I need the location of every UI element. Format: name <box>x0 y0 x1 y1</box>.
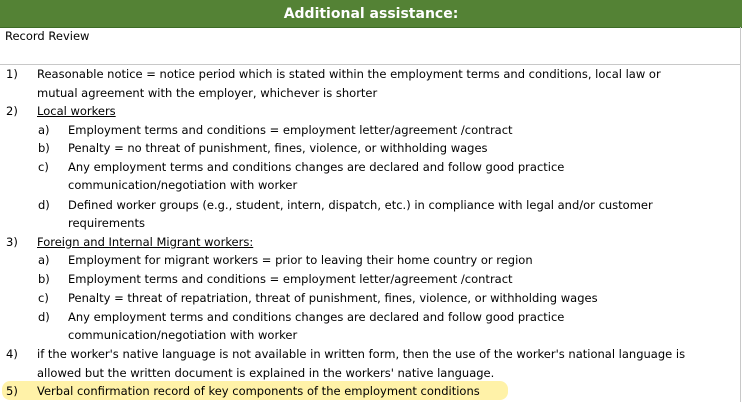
item-number: 3) <box>6 235 18 249</box>
item-heading: Local workers <box>37 104 116 118</box>
sub-item-text: Employment terms and conditions = employment letter/agreement /contract <box>68 123 513 137</box>
item-text: Reasonable notice = notice period which is stated within the employment terms and conditions, local law or <box>37 67 661 81</box>
header-title: Additional assistance: <box>283 5 459 22</box>
item-number: 5) <box>6 384 18 398</box>
record-review-label: Record Review <box>5 29 90 43</box>
item-text: mutual agreement with the employer, whichever is shorter <box>37 86 378 100</box>
item-number: 2) <box>6 104 18 118</box>
item-text: allowed but the written document is explained in the workers' native language. <box>37 366 495 380</box>
item-number: 1) <box>6 67 18 81</box>
item-number: 4) <box>6 347 18 361</box>
sub-item-text: Penalty = no threat of punishment, fines, violence, or withholding wages <box>68 141 488 155</box>
sub-item-text: Any employment terms and conditions changes are declared and follow good practice <box>68 160 565 174</box>
sub-item-text: Penalty = threat of repatriation, threat of punishment, fines, violence, or withholding wages <box>68 291 598 305</box>
sub-item-key: b) <box>38 272 50 286</box>
sub-item-key: a) <box>38 123 50 137</box>
cell-border <box>740 64 741 402</box>
sub-item-text: communication/negotiation with worker <box>68 328 298 342</box>
header-bar[interactable] <box>0 0 742 28</box>
sub-item-text: Any employment terms and conditions changes are declared and follow good practice <box>68 310 565 324</box>
sub-item-key: c) <box>38 291 49 305</box>
sub-item-text: requirements <box>68 216 145 230</box>
sub-item-text: Employment for migrant workers = prior to leaving their home country or region <box>68 253 533 267</box>
item-heading: Foreign and Internal Migrant workers: <box>37 235 254 249</box>
item-text: if the worker's native language is not available in written form, then the use of the worker's national language is <box>37 347 686 361</box>
sub-item-text: Employment terms and conditions = employment letter/agreement /contract <box>68 272 513 286</box>
sub-item-key: d) <box>38 198 50 212</box>
sub-item-key: c) <box>38 160 49 174</box>
item-text: Verbal confirmation record of key components of the employment conditions <box>37 384 480 398</box>
sub-item-text: Defined worker groups (e.g., student, intern, dispatch, etc.) in compliance with legal and/or customer <box>68 198 653 212</box>
sub-item-text: communication/negotiation with worker <box>68 178 298 192</box>
sub-item-key: b) <box>38 141 50 155</box>
sub-item-key: a) <box>38 253 50 267</box>
record-review-cell[interactable] <box>0 27 741 65</box>
sub-item-key: d) <box>38 310 50 324</box>
